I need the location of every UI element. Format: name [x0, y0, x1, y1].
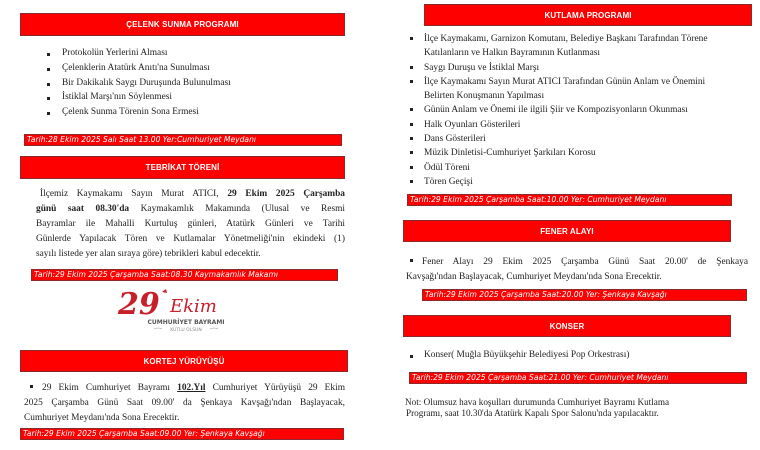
- list-item-text: Çelenklerin Atatürk Anıtı'na Sunulması: [62, 63, 210, 73]
- list-item-text: Saygı Duruşu ve İstiklal Marşı: [424, 62, 540, 73]
- bullet-icon: [47, 83, 50, 86]
- logo-word: Ekim: [170, 296, 217, 317]
- text: Fener Alayı 29 Ekim 2025 Çarşamba Günü Saat 20.00' de Şenkaya: [422, 257, 748, 267]
- star-icon: [162, 289, 167, 293]
- list-item-text: Protokolün Yerlerini Alması: [62, 48, 168, 58]
- bullet-icon: [410, 66, 413, 69]
- konser-title: KONSER: [549, 321, 585, 331]
- tebrikat-line: Günlerde Yapılacak Tören ve Kutlamalar Yönetmeliği'nin ekindeki (1): [36, 234, 345, 244]
- kortej-line: 2025 Çarşamba Günü Saat 09.00' da Şenkaya Kavşağı'ndan Başlayacak,: [24, 398, 345, 408]
- list-item-text: İstiklal Marşı'nın Söylenmesi: [62, 92, 173, 102]
- bullet-icon: [47, 53, 50, 56]
- fener-title: FENER ALAYI: [540, 226, 594, 236]
- list-item-text: İlçe Kaymakamı Sayın Murat ATICI Tarafından Günün Anlam ve Önemini: [424, 76, 706, 87]
- bullet-icon: [410, 259, 413, 262]
- bullet-icon: [47, 68, 50, 71]
- kortej-line: Cumhuriyet Meydanı'nda Sona Erecektir.: [24, 413, 180, 423]
- kutlama-header: [424, 4, 752, 26]
- konser-header: [403, 315, 731, 337]
- bullet-icon: [410, 151, 413, 154]
- kortej-title: KORTEJ YÜRÜYÜŞÜ: [143, 356, 225, 366]
- tebrikat-date-bar: Tarih:29 Ekim 2025 Çarşamba Saat:08.30 Kaymakamlık Makamı: [31, 269, 338, 281]
- list-item: [62, 78, 231, 93]
- list-item: [62, 92, 231, 107]
- list-item-text: Bir Dakikalık Saygı Duruşunda Bulunulması: [62, 77, 231, 88]
- celenk-header: [20, 13, 345, 36]
- bullet-icon: [410, 355, 413, 358]
- list-item-text: Dans Gösterileri: [424, 134, 486, 145]
- celenk-date-bar: Tarih:28 Ekim 2025 Salı Saat 13.00 Yer:Cumhuriyet Meydanı: [24, 134, 342, 146]
- list-item: [424, 161, 708, 175]
- fener-date-bar: Tarih:29 Ekim 2025 Çarşamba Saat:20.00 Yer: Şenkaya Kavşağı: [422, 289, 747, 301]
- celenk-title: ÇELENK SUNMA PROGRAMI: [126, 20, 239, 29]
- list-item: [62, 63, 231, 78]
- text: 29 Ekim Cumhuriyet Bayramı: [42, 383, 178, 393]
- list-item: [424, 350, 629, 360]
- weather-note: [405, 397, 669, 419]
- kutlama-date-bar: Tarih:29 Ekim 2025 Çarşamba Saat:10.00 Yer: Cumhuriyet Meydanı: [407, 194, 732, 206]
- bullet-icon: [410, 80, 413, 83]
- kortej-line: [24, 381, 345, 396]
- list-item: [62, 107, 231, 122]
- bullet-icon: [410, 137, 413, 140]
- fener-header: [403, 220, 731, 242]
- 29-ekim-logo: [112, 286, 262, 336]
- text: Kaymakamlık Makamında (Ulusal ve Resmi: [129, 204, 346, 214]
- logo-number: 29: [118, 287, 160, 322]
- tebrikat-title: TEBRİKAT TÖRENİ: [145, 163, 220, 172]
- tebrikat-line: Bayramlar ile Mahalli Kurtuluş günleri, Atatürk Günleri ve Tarihi: [36, 219, 345, 229]
- kortej-date-bar: Tarih:29 Ekim 2025 Çarşamba Saat:09.00 Yer: Şenkaya Kavşağı: [20, 428, 344, 440]
- list-item: [424, 118, 708, 132]
- list-item-text: Belirten Konuşmanın Yapılması: [424, 91, 545, 102]
- list-item-text: Konser( Muğla Büyükşehir Belediyesi Pop Orkestrası): [424, 350, 630, 360]
- list-item-text: Tören Geçişi: [424, 176, 473, 187]
- bullet-icon: [410, 180, 413, 183]
- tebrikat-line: [36, 202, 345, 217]
- bullet-icon: [47, 112, 50, 115]
- bullet-icon: [410, 123, 413, 126]
- fener-paragraph: [406, 255, 748, 285]
- text: İlçemiz Kaymakamı Sayın Murat ATICI,: [40, 189, 228, 199]
- year-highlight: 102.Yıl: [177, 383, 206, 393]
- list-item-text: Katılanların ve Halkın Bayramının Kutlanması: [424, 48, 600, 59]
- logo-tagline: KUTLU OLSUN: [170, 328, 202, 333]
- tebrikat-paragraph: [36, 187, 345, 262]
- celenk-list: [62, 48, 231, 121]
- logo-subtitle: CUMHURİYET BAYRAMI: [147, 319, 225, 326]
- list-item-text: Çelenk Sunma Törenin Sona Ermesi: [62, 106, 199, 117]
- note-line: Not: Olumsuz hava koşulları durumunda Cumhuriyet Bayramı Kutlama: [405, 397, 670, 407]
- list-item: [424, 175, 708, 189]
- bullet-icon: [410, 37, 413, 40]
- kortej-header: [20, 350, 348, 372]
- fener-line: Kavşağı'ndan Başlayacak, Cumhuriyet Meydanı'nda Sona Erecektir.: [406, 272, 662, 282]
- list-item-text: Günün Anlam ve Önemi ile ilgili Şiir ve Kompozisyonların Okunması: [424, 105, 688, 116]
- bullet-icon: [410, 166, 413, 169]
- leaf-left-icon: [154, 328, 162, 329]
- fener-line: [406, 255, 748, 270]
- logo-graphic: [112, 286, 262, 336]
- tebrikat-line: sayılı listede yer alan sıraya göre) tebrikleri kabul edecektir.: [36, 249, 261, 259]
- kutlama-list: [424, 32, 708, 189]
- leaf-right-icon: [210, 328, 218, 329]
- kutlama-title: KUTLAMA PROGRAMI: [544, 10, 632, 20]
- list-item: [424, 75, 708, 104]
- bullet-icon: [30, 385, 33, 388]
- list-item: [424, 61, 708, 75]
- list-item-text: İlçe Kaymakamı, Garnizon Komutanı, Belediye Başkanı Tarafından Törene: [424, 34, 708, 44]
- konser-date-bar: Tarih:29 Ekim 2025 Çarşamba Saat:21.00 Yer: Cumhuriyet Meydanı: [409, 372, 747, 384]
- list-item: [424, 32, 708, 61]
- list-item-text: Ödül Töreni: [424, 162, 470, 173]
- tebrikat-header: [20, 156, 345, 179]
- list-item-text: Halk Oyunları Gösterileri: [424, 119, 521, 130]
- kortej-paragraph: [24, 381, 345, 426]
- bullet-icon: [410, 108, 413, 111]
- list-item: [424, 132, 708, 146]
- konser-list: [424, 350, 629, 360]
- tebrikat-line: [36, 187, 345, 202]
- list-item: [424, 146, 708, 160]
- list-item: [424, 103, 708, 117]
- list-item: [62, 48, 231, 63]
- text: Cumhuriyet Yürüyüşü 29 Ekim: [205, 383, 345, 393]
- list-item-text: Müzik Dinletisi-Cumhuriyet Şarkıları Korosu: [424, 148, 596, 159]
- note-line: Programı, saat 10.30'da Atatürk Kapalı Spor Salonu'nda yapılacaktır.: [406, 408, 659, 418]
- bold-time: günü saat 08.30'da: [36, 204, 130, 214]
- bullet-icon: [47, 97, 50, 100]
- bold-date: 29 Ekim 2025 Çarşamba: [227, 189, 345, 199]
